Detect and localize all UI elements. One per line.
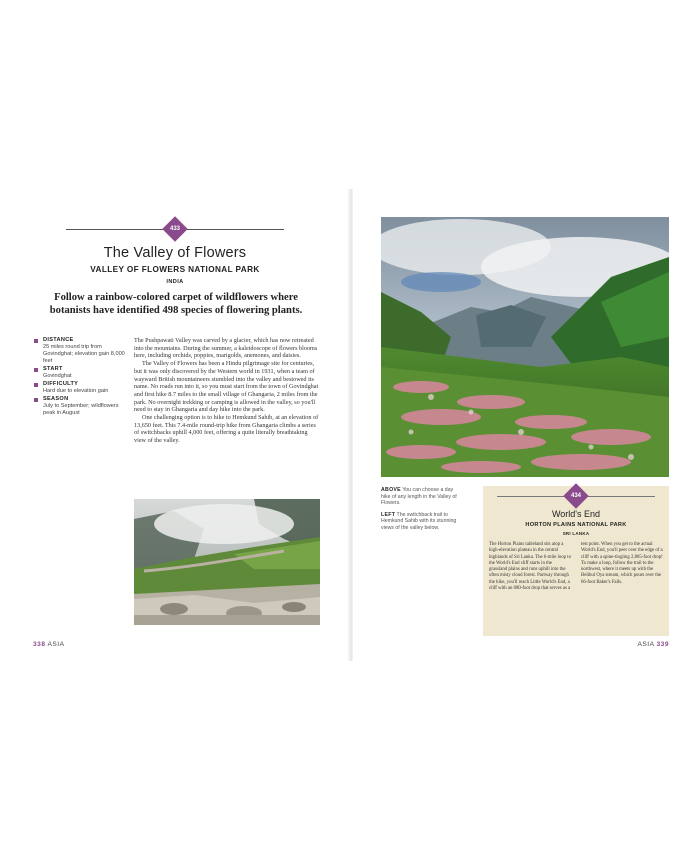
left-page (0, 189, 350, 661)
bullet-icon (34, 339, 38, 343)
right-page (353, 189, 700, 661)
caption-left (381, 512, 463, 532)
fact-label: DISTANCE (43, 337, 74, 343)
fact-item (34, 366, 126, 380)
page-number: 339 (656, 641, 669, 648)
country-name: INDIA (166, 279, 184, 285)
page-number-left (33, 641, 65, 648)
fact-label: DIFFICULTY (43, 381, 79, 387)
bullet-icon (34, 368, 38, 372)
page-number-right (637, 641, 669, 648)
caption-key: LEFT (381, 511, 396, 518)
switchback-trail-photo (134, 499, 320, 625)
book-spread (0, 189, 700, 661)
fact-label: START (43, 366, 63, 372)
box-country-name: SRI LANKA (562, 531, 590, 536)
park-name: VALLEY OF FLOWERS NATIONAL PARK (90, 265, 260, 274)
page-number: 338 (33, 641, 46, 648)
bullet-icon (34, 383, 38, 387)
article-body (134, 337, 320, 445)
facts-sidebar (34, 337, 126, 418)
sidebar-box-worlds-end (483, 486, 669, 636)
fact-item (34, 381, 126, 395)
fact-value: Govindghat (43, 373, 72, 379)
body-paragraph: The Valley of Flowers has been a Hindu pilgrimage site for centuries, but it was only discovered by the Western world in 1931, when a team of wayward British mountaineers stumbled into the valley and bestowed its name. No roads run into it, so you must start from the town of Govindghat and first hike 8.7 miles to the small village of Ghangaria, 2 miles from the park. No overnight trekking or camping is allowed in the valley, so you'll need to stay in Ghangaria and day hike into the park. (134, 360, 319, 414)
fact-value: July to September; wildflowers peak in August (43, 403, 119, 416)
caption-above (381, 487, 463, 507)
caption-text: The switchback trail to Hemkund Sahib with its stunning views of the valley below. (381, 511, 457, 531)
entry-number: 433 (169, 226, 180, 232)
valley-of-flowers-photo (381, 217, 669, 477)
box-title: World's End (551, 509, 601, 519)
fact-value: 25 miles round trip from Govindghat; elevation gain 8,000 feet (43, 344, 125, 364)
box-body-text: The Horton Plains tableland sits atop a high-elevation plateau in the central highlands of Sri Lanka. The 6-mile loop to the World's End cliff starts in the grassland plains and runs uphill into the often misty cloud forest. Partway through the hike, you'll reach Little World's End, a cliff with an 880-foot drop that serves as a test point. When you get to the actual World's End, you'll peer over the edge of a cliff with a spine-tingling 2,885-foot drop! To make a loop, follow the trail to the northwest, where it meets up with the Belihul Oya stream, which pours over the 66-foot Baker's Falls. (489, 542, 663, 592)
bullet-icon (34, 398, 38, 402)
photo-captions (381, 487, 463, 537)
fact-value: Hard due to elevation gain (43, 388, 109, 394)
body-paragraph: The Pushpawati Valley was carved by a glacier, which has now retreated into the mountains. During the summer, a kaleidoscope of flowers blooms here, including orchids, poppies, marigolds, anemones, and daisies. (134, 337, 318, 360)
fact-item (34, 337, 126, 365)
page-title: The Valley of Flowers (103, 245, 247, 261)
lede-text: Follow a rainbow-colored carpet of wildflowers where botanists have identified 498 species of flowering plants. (49, 292, 303, 316)
body-paragraph: One challenging option is to hike to Hemkund Sahib, at an elevation of 13,650 feet. This 7.4-mile round-trip hike from Ghangaria climbs a series of switchbacks uphill 4,000 feet, offering a quite literally breathtaking view of the valley. (134, 414, 319, 445)
caption-text: You can choose a day hike of any length in the Valley of Flowers. (381, 487, 457, 507)
section-name: ASIA (47, 641, 65, 648)
section-name: ASIA (637, 641, 655, 648)
fact-label: SEASON (43, 396, 69, 402)
caption-key: ABOVE (381, 487, 401, 493)
box-park-name: HORTON PLAINS NATIONAL PARK (525, 522, 627, 528)
entry-number: 434 (570, 493, 581, 499)
fact-item (34, 396, 126, 417)
